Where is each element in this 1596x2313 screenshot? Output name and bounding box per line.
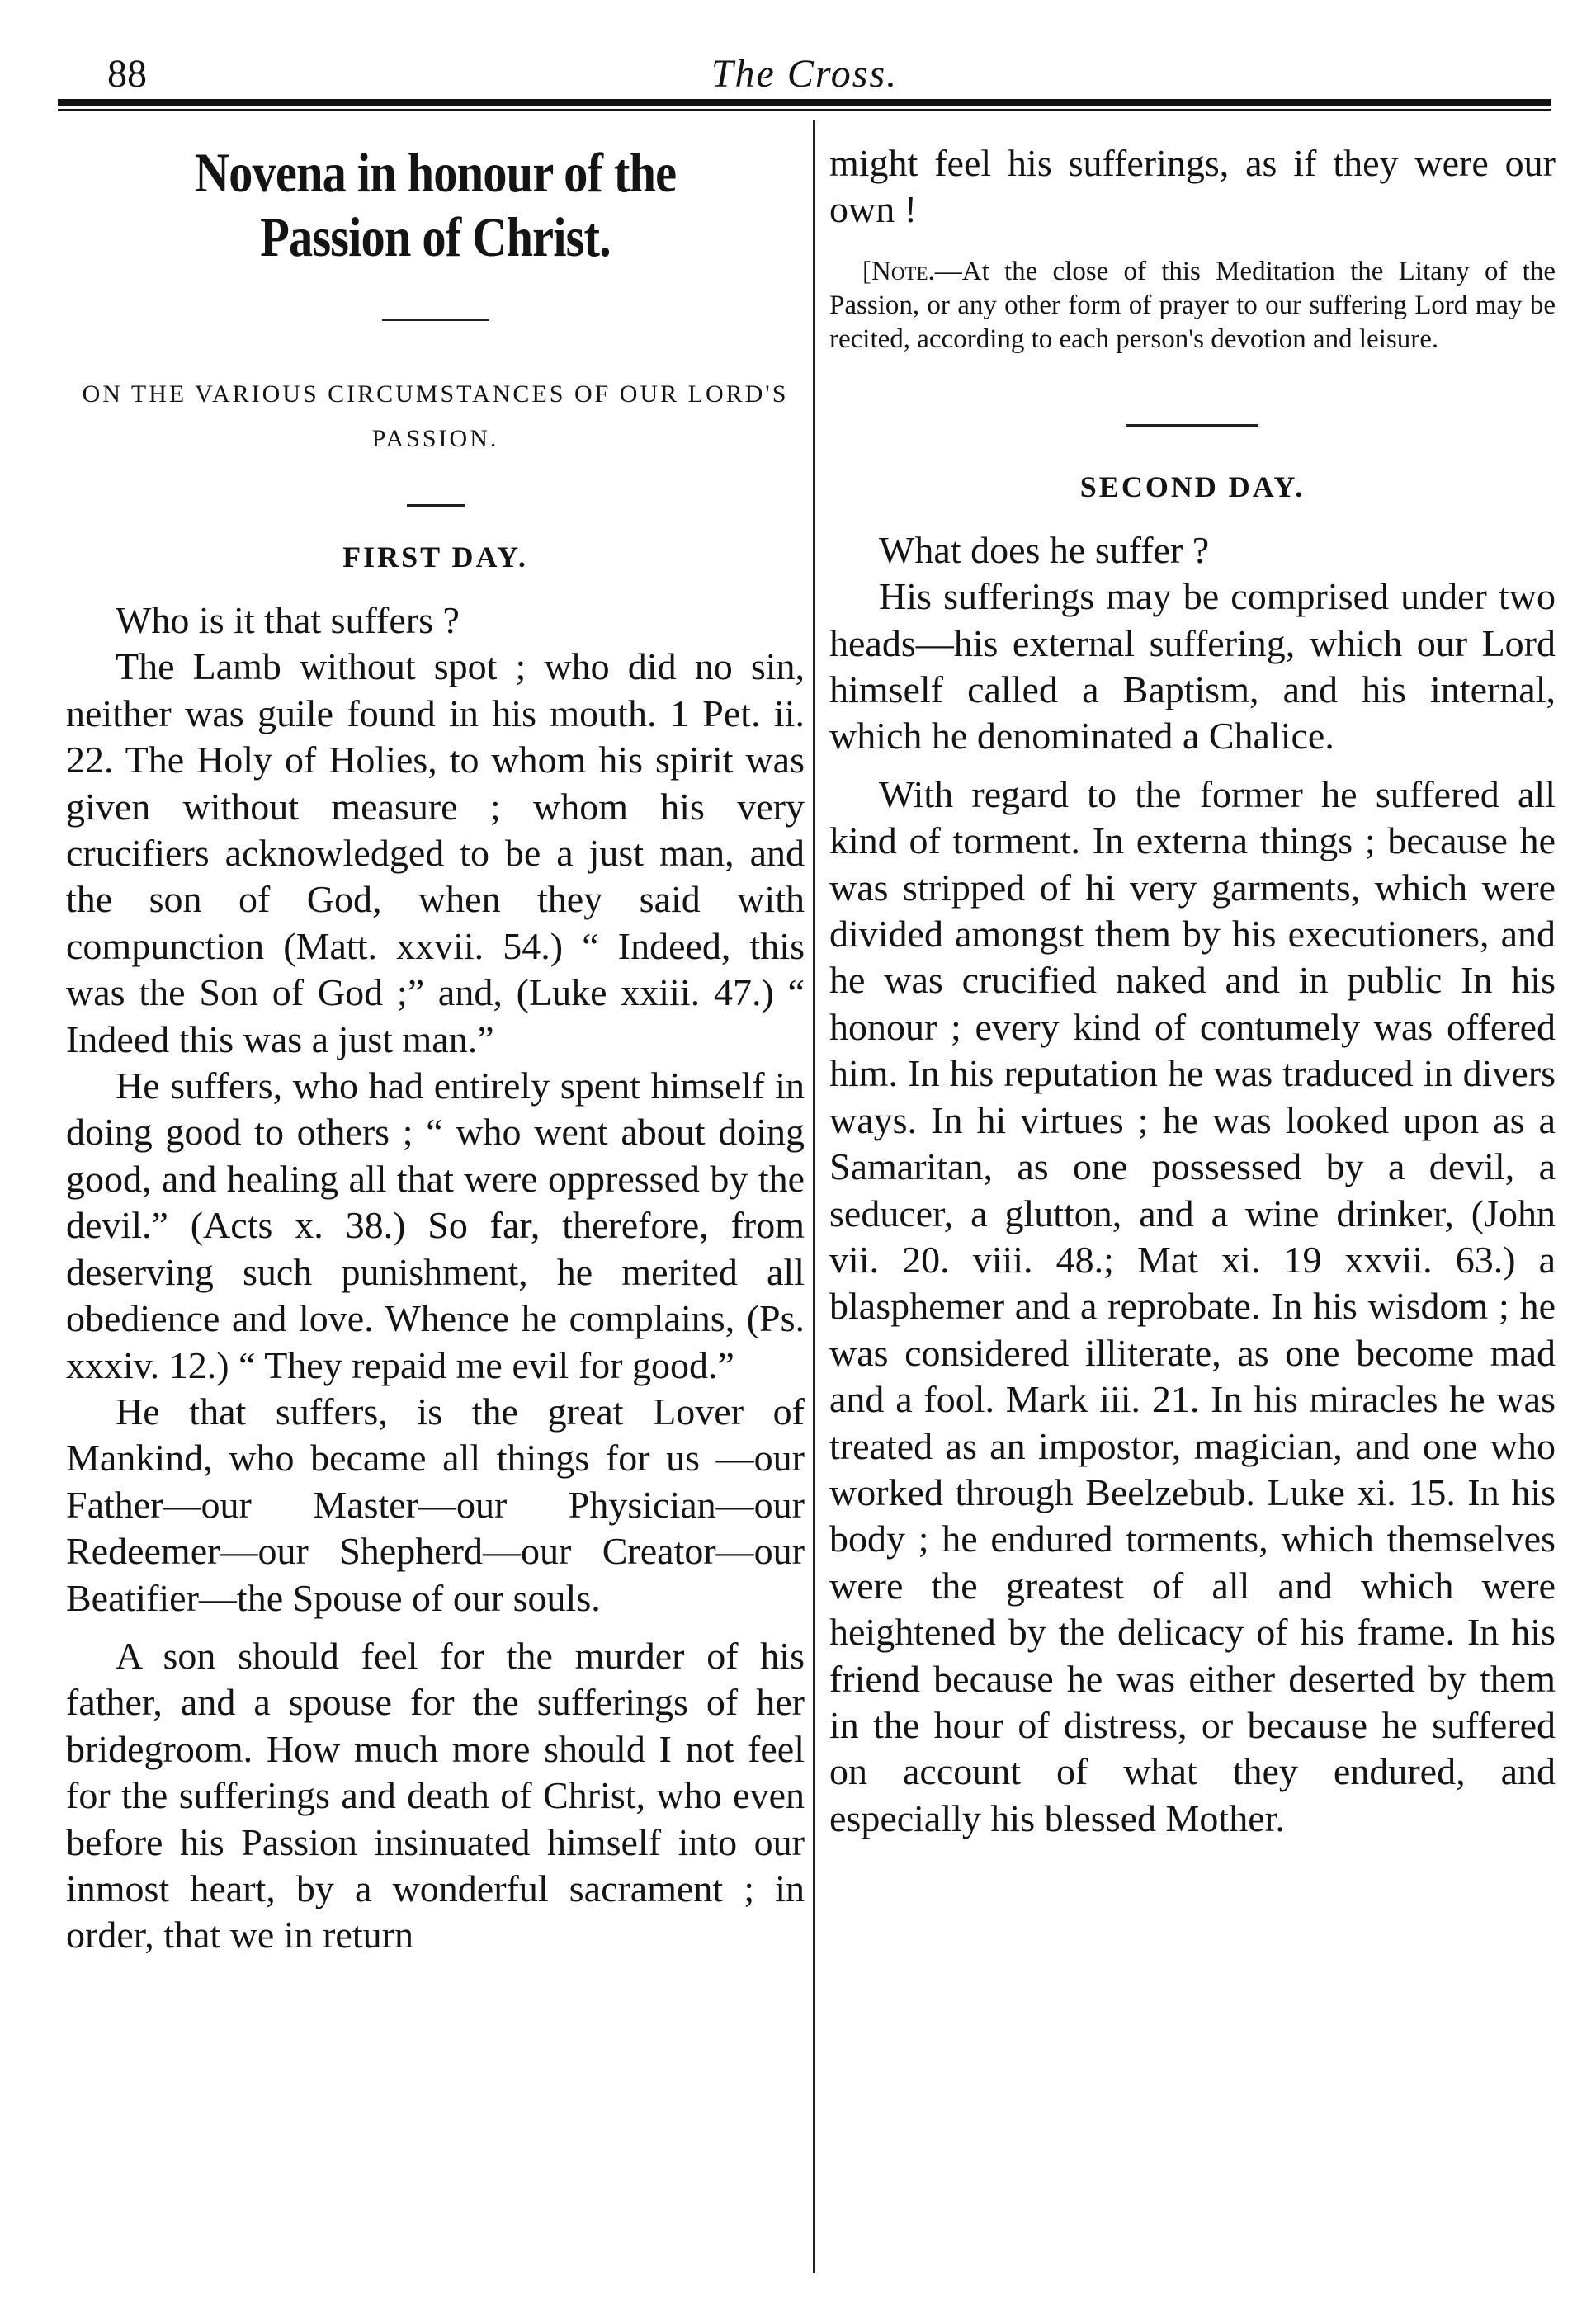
- first-day-paragraph: A son should feel for the murder of his father, and a spouse for the sufferings of her bridegroom. How much more should I not feel for the sufferings and death of Christ, who even before his Passion insinuated himself into our inmost heart, by a wonderful sacrament ; in order, that we in return: [66, 1634, 805, 1957]
- meditation-note: [829, 255, 1556, 356]
- running-title: The Cross.: [711, 52, 899, 96]
- left-column: [66, 140, 805, 1959]
- article-title: Novena in honour of the Passion of Christ.: [194, 141, 677, 268]
- note-text: —At the close of this Meditation the Litany of the Passion, or any other form of prayer to our suffering Lord may be recited, according to each person's devotion and leisure.: [829, 256, 1556, 354]
- second-day-paragraph: His sufferings may be comprised under two heads—his external suffering, which our Lord himself called a Baptism, and his internal, which he denominated a Chalice.: [829, 575, 1556, 758]
- page-number: 88: [107, 52, 147, 96]
- second-day-paragraph: What does he suffer ?: [879, 528, 1210, 571]
- article-subtitle: ON THE VARIOUS CIRCUMSTANCES OF OUR LORD'S PASSION.: [82, 380, 789, 452]
- first-day-paragraph: The Lamb without spot ; who did no sin, neither was guile found in his mouth. 1 Pet. ii. 22. The Holy of Holies, to whom his spirit was given without measure ; whom his very crucifiers acknowledged to be a just man, and the son of God, when they said with compunction (Matt. xxvii. 54.) “ Indeed, this was the Son of God ;” and, (Luke xxiii. 47.) “ Indeed this was a just man.”: [66, 645, 805, 1060]
- first-day-paragraph: He that suffers, is the great Lover of Mankind, who became all things for us —our Father—our Master—our Physician—our Redeemer—our Shepherd—our Creator—our Beatifier—the Spouse of our souls.: [66, 1390, 805, 1619]
- second-day-paragraph: With regard to the former he suffered all kind of torment. In externa things ; because he was stripped of hi very garments, which were divided amongst them by his executioners, and he was crucified naked and in public In his honour ; every kind of contumely was offered him. In his reputation he was traduced in divers ways. In hi virtues ; he was looked upon as a Samaritan, as one possessed by a devil, a seducer, a glutton, and a wine drinker, (John vii. 20. viii. 48.; Mat xi. 19 xxvii. 63.) a blasphemer and a reprobate. In his wisdom ; he was considered illiterate, as one become mad and a fool. Mark iii. 21. In his miracles he was treated as an impostor, magician, and one who worked through Beelzebub. Luke xi. 15. In his body ; he endured torments, which themselves were the greatest of all and which were heightened by the delicacy of his frame. In his friend because he was either deserted by them in the hour of distress, or because he suffered on account of what they endured, and especially his blessed Mother.: [829, 772, 1556, 1839]
- header-rule: [58, 99, 1551, 111]
- right-column: [829, 140, 1556, 1842]
- continuation-text: might feel his sufferings, as if they were our own !: [829, 142, 1556, 231]
- running-header: [58, 33, 1551, 99]
- note-label: [Note.: [862, 256, 935, 286]
- column-divider: [813, 120, 815, 2273]
- first-day-paragraph: He suffers, who had entirely spent himself in doing good to others ; “ who went about doing good, and healing all that were oppressed by the devil.” (Acts x. 38.) So far, therefore, from deserving such punishment, he merited all obedience and love. Whence he complains, (Ps. xxxiv. 12.) “ They repaid me evil for good.”: [66, 1064, 805, 1386]
- second-day-heading: SECOND DAY.: [1079, 470, 1306, 503]
- first-day-paragraph: Who is it that suffers ?: [116, 599, 460, 641]
- first-day-heading: FIRST DAY.: [342, 540, 528, 574]
